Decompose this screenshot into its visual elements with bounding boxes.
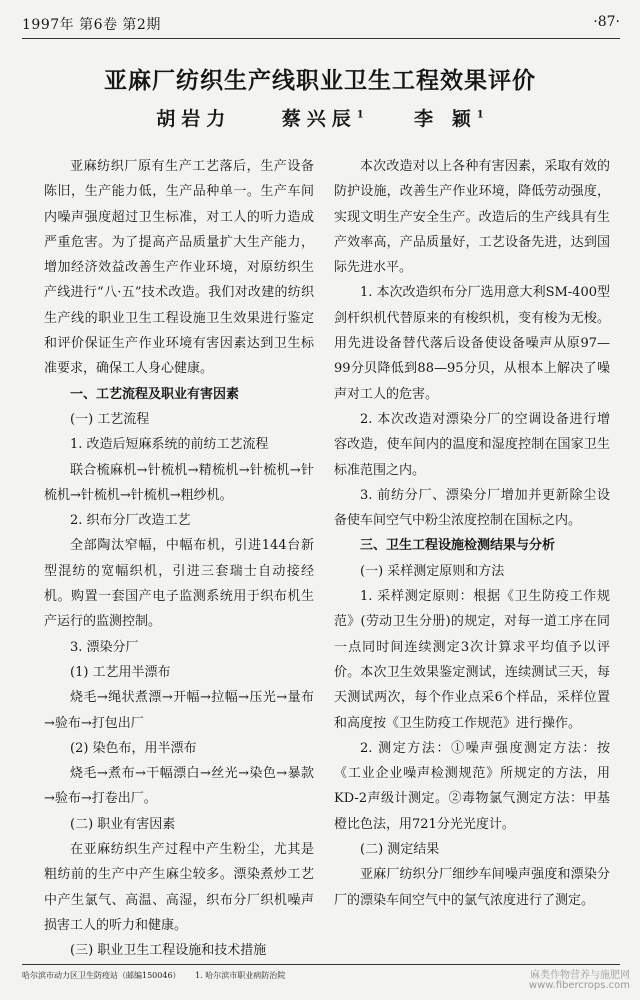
author-name: 胡岩力 — [156, 108, 232, 130]
paragraph: 联合梳麻机→针梳机→精梳机→针梳机→针梳机→针梳机→针梳机→粗纱机。 — [44, 462, 314, 503]
watermark-text: 麻类作物营养与施肥网 — [530, 970, 630, 981]
paragraph: (二) 职业有害因素 — [70, 816, 176, 832]
paragraph: (三) 职业卫生工程设施和技术措施 — [70, 943, 267, 959]
header-rule — [22, 38, 620, 39]
author-name: 李 颖 — [414, 108, 477, 130]
page-number: ·87· — [593, 14, 620, 30]
paragraph: (一) 工艺流程 — [70, 411, 150, 427]
left-column — [44, 154, 314, 964]
journal-issue: 1997年 第6卷 第2期 — [22, 17, 161, 33]
watermark-url: www.fibercrops.com — [528, 980, 630, 991]
footnote-affiliation-1: 1. 哈尔滨市职业病防治院 — [195, 971, 286, 980]
paragraph: (2) 染色布，用半漂布 — [70, 740, 197, 756]
paragraph: 1. 采样测定原则：根据《卫生防疫工作规范》(劳动卫生分册)的规定，对每一道工序在同一点同时间连续测定3次计算求平均值予以评价。本次卫生效果鉴定测试，连续测试三天，每天测试两次，每个作业点采6个样品，采样位置和高度按《卫生防疫工作规范》进行操作。 — [334, 589, 610, 731]
paragraph: 烧毛→绳状煮漂→开幅→拉幅→压光→量布→验布→打包出厂 — [44, 690, 314, 731]
paragraph: (二) 测定结果 — [360, 842, 440, 858]
affiliation-mark: 1 — [476, 109, 484, 121]
affiliation-mark: 1 — [356, 109, 364, 121]
author-line — [0, 104, 640, 131]
footnote — [22, 970, 297, 981]
paragraph: 2. 测定方法：①噪声强度测定方法：按《工业企业噪声检测规范》所规定的方法，用KD-2声级计测定。②毒物氯气测定方法：甲基橙比色法，用721分光光度计。 — [334, 740, 610, 832]
paragraph: 1. 本次改造织布分厂选用意大利SM-400型剑杆织机代替原来的有梭织机，变有梭为无梭。用先进设备替代落后设备使设备噪声从原97—99分贝降低到88—95分贝，从根本上解决了噪声对工人的危害。 — [334, 285, 610, 402]
paragraph: 3. 漂染分厂 — [70, 639, 139, 655]
paragraph: 1. 改造后短麻系统的前纺工艺流程 — [70, 437, 269, 453]
paragraph: 亚麻厂纺织分厂细纱车间噪声强度和漂染分厂的漂染车间空气中的氯气浓度进行了测定。 — [334, 867, 610, 908]
right-column — [334, 154, 610, 913]
footnote-affiliation: 哈尔滨市动力区卫生防疫站（邮编150046） — [22, 971, 181, 980]
paragraph: 烧毛→煮布→干幅漂白→丝光→染色→暴款→验布→打卷出厂。 — [44, 766, 314, 807]
paragraph: 本次改造对以上各种有害因素，采取有效的防护设施，改善生产作业环境，降低劳动强度，实现文明生产安全生产。改造后的生产线具有生产效率高，产品质量好，工艺设备先进，达到国际先进水平。 — [334, 159, 610, 276]
paragraph: 全部陶汰窄幅，中幅布机，引进144台新型混纺的宽幅织机，引进三套瑞士自动接经机。购置一套国产电子监测系统用于织布机生产运行的监测控制。 — [44, 538, 314, 630]
footer-rule — [22, 964, 620, 965]
author-name: 蔡兴辰 — [281, 108, 357, 130]
paragraph: 3. 前纺分厂、漂染分厂增加并更新除尘设备使车间空气中粉尘浓度控制在国标之内。 — [334, 487, 610, 529]
paragraph: 在亚麻纺织生产过程中产生粉尘，尤其是粗纺前的生产中产生麻尘较多。漂染煮炒工艺中产生氯气、高温、高湿，织布分厂织机噪声损害工人的听力和健康。 — [44, 842, 314, 933]
paragraph: 亚麻纺织厂原有生产工艺落后，生产设备陈旧，生产能力低，生产品种单一。生产车间内噪声强度超过卫生标准，对工人的听力造成严重危害。为了提高产品质量扩大生产能力，增加经济效益改善生产作业环境，对原纺织生产线进行“八·五”技术改造。我们对改建的纺织生产线的职业卫生工程设施卫生效果进行鉴定和评价保证生产作业环境有害因素达到卫生标准要求，确保工人身心健康。 — [44, 159, 314, 377]
running-header — [22, 14, 620, 36]
section-heading: 一、工艺流程及职业有害因素 — [70, 386, 240, 402]
paragraph: (1) 工艺用半漂布 — [70, 664, 171, 680]
section-heading: 三、卫生工程设施检测结果与分析 — [360, 538, 556, 554]
article-title: 亚麻厂纺织生产线职业卫生工程效果评价 — [104, 67, 536, 94]
paragraph: (一) 采样测定原则和方法 — [360, 563, 505, 579]
paragraph: 2. 织布分厂改造工艺 — [70, 513, 191, 529]
paragraph: 2. 本次改造对漂染分厂的空调设备进行增容改造，使车间内的温度和湿度控制在国家卫生标准范围之内。 — [334, 411, 610, 478]
